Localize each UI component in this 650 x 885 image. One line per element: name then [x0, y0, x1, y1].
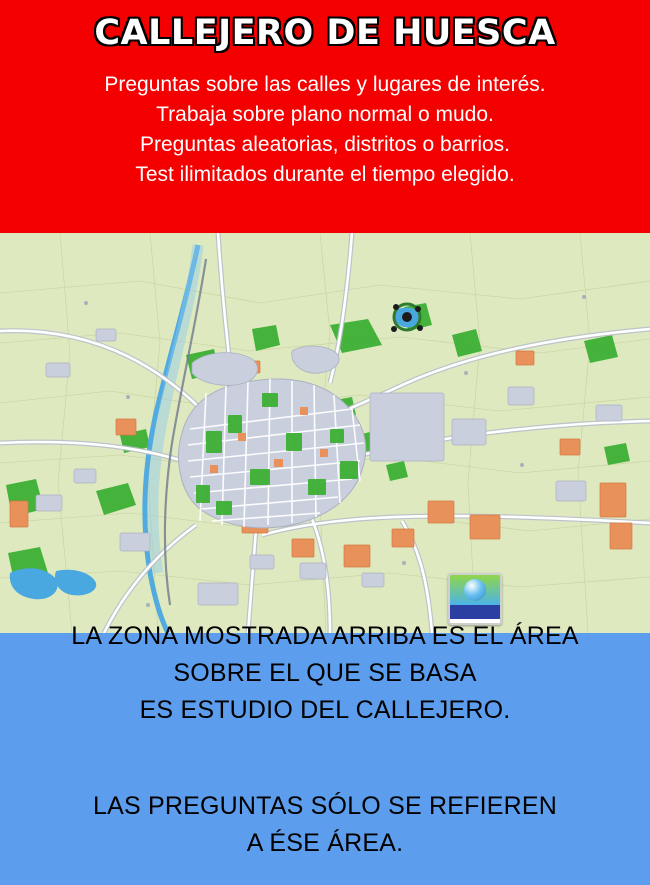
header-description-line: Trabaja sobre plano normal o mudo. — [156, 103, 494, 126]
globe-icon — [464, 579, 486, 601]
footer-line: SOBRE EL QUE SE BASA — [173, 659, 477, 687]
header-description-list — [0, 70, 650, 190]
header-description-line: Test ilimitados durante el tiempo elegido. — [135, 163, 515, 186]
footer-banner — [0, 622, 650, 885]
header-description-line: Preguntas sobre las calles y lugares de interés. — [104, 73, 546, 96]
footer-text-block-secondary — [0, 788, 650, 862]
header-banner — [0, 0, 650, 233]
city-map-graphic — [0, 233, 650, 633]
badge-bottom — [450, 605, 500, 619]
footer-line: LAS PREGUNTAS SÓLO SE REFIEREN — [93, 792, 557, 820]
badge-top — [450, 575, 500, 605]
footer-line: A ÉSE ÁREA. — [246, 829, 404, 857]
header-description-line: Preguntas aleatorias, distritos o barrios. — [139, 133, 510, 156]
footer-line: ES ESTUDIO DEL CALLEJERO. — [139, 696, 511, 724]
map-panel[interactable] — [0, 233, 650, 633]
footer-line: LA ZONA MOSTRADA ARRIBA ES EL ÁREA — [71, 622, 579, 650]
footer-text-block-primary — [0, 618, 650, 729]
page-title: CALLEJERO DE HUESCA — [94, 13, 556, 53]
